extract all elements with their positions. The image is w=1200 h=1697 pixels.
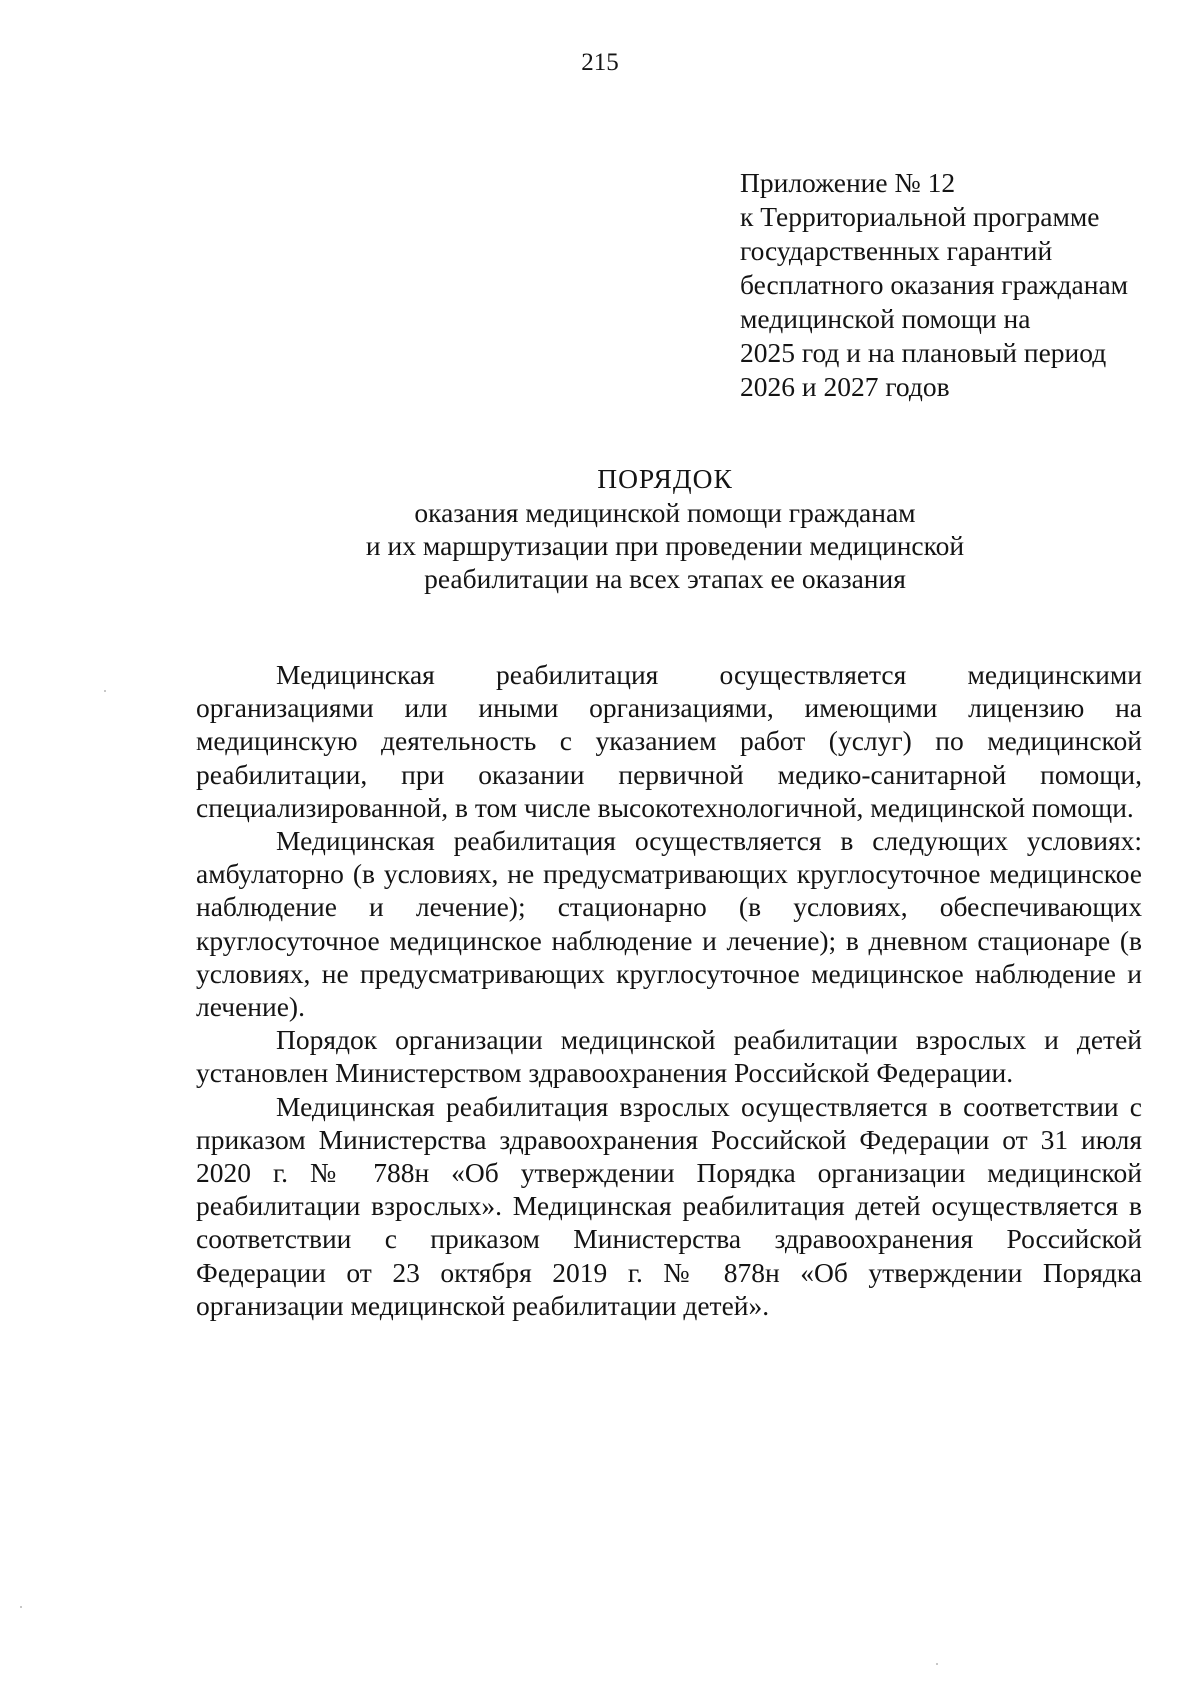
appendix-line: медицинской помощи на [740, 303, 1031, 334]
appendix-line: государственных гарантий [740, 235, 1053, 266]
document-subtitle-line: оказания медицинской помощи гражданам [414, 497, 916, 528]
scan-speck [104, 690, 106, 692]
appendix-line: Приложение № 12 [740, 167, 956, 198]
body-paragraph: Порядок организации медицинской реабилитации взрослых и детей установлен Министерством здравоохранения Российской Федерации. [196, 1024, 1142, 1089]
document-subtitle-line: и их маршрутизации при проведении медицинской [365, 530, 965, 561]
document-title: ПОРЯДОК [597, 463, 733, 494]
appendix-line: 2026 и 2027 годов [740, 371, 950, 402]
appendix-line: 2025 год и на плановый период [740, 337, 1107, 368]
appendix-line: бесплатного оказания гражданам [740, 269, 1129, 300]
scan-speck [20, 1606, 22, 1608]
body-paragraph: Медицинская реабилитация осуществляется в следующих условиях: амбулаторно (в условиях, не предусматривающих круглосуточное медицинское наблюдение и лечение); стационарно (в условиях, обеспечивающих круглосуточное медицинское наблюдение и лечение); в дневном стационаре (в условиях, не предусматривающих круглосуточное медицинское наблюдение и лечение). [196, 825, 1142, 1023]
document-body [196, 658, 1142, 1322]
document-subtitle-line: реабилитации на всех этапах ее оказания [424, 563, 906, 594]
body-paragraph: Медицинская реабилитация взрослых осуществляется в соответствии с приказом Министерства здравоохранения Российской Федерации от 31 июля 2020 г. № 788н «Об утверждении Порядка организации медицинской реабилитации взрослых». Медицинская реабилитация детей осуществляется в соответствии с приказом Министерства здравоохранения Российской Федерации от 23 октября 2019 г. № 878н «Об утверждении Порядка организации медицинской реабилитации детей». [196, 1090, 1142, 1321]
scan-speck [936, 1663, 938, 1665]
document-title-block [0, 462, 1200, 595]
body-paragraph: Медицинская реабилитация осуществляется медицинскими организациями или иными организациями, имеющими лицензию на медицинскую деятельность с указанием работ (услуг) по медицинской реабилитации, при оказании первичной медико-санитарной помощи, специализированной, в том числе высокотехнологичной, медицинской помощи. [196, 659, 1142, 823]
page-number: 215 [581, 49, 619, 76]
appendix-header [740, 166, 1160, 404]
appendix-line: к Территориальной программе [740, 201, 1100, 232]
